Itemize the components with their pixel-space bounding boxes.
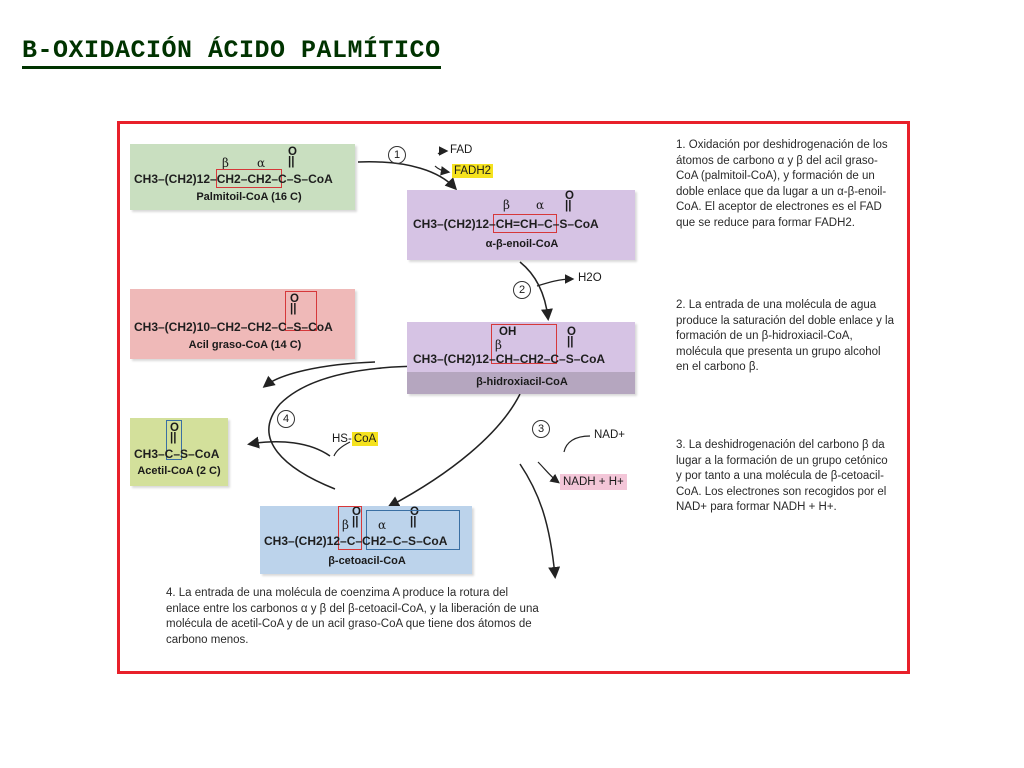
oxygen-label: O bbox=[170, 422, 179, 434]
fadh2-label: FADH2 bbox=[454, 165, 492, 177]
double-bond: || bbox=[170, 432, 177, 444]
arrow-step-3 bbox=[390, 394, 520, 506]
step-4-text: 4. La entrada de una molécula de coenzima A produce la rotura del enlace entre los carbonos α y β del β-cetoacil-CoA, y la liberación de una molécula de acetil-CoA y de un acil graso-CoA que tiene dos átomos de carbono menos. bbox=[166, 587, 539, 646]
oxygen-label: O bbox=[567, 326, 576, 338]
arrow-to-acetil bbox=[250, 442, 330, 456]
fad-label: FAD bbox=[450, 144, 473, 156]
oxygen-label: O bbox=[565, 190, 574, 202]
arrow-step-1 bbox=[358, 162, 455, 188]
palmitoil-name: Palmitoil-CoA (16 C) bbox=[196, 191, 302, 203]
beta-label: β bbox=[342, 518, 349, 532]
alpha-label: α bbox=[378, 518, 387, 532]
arrow-long-cycle bbox=[520, 464, 555, 576]
step-2-marker: 2 bbox=[513, 281, 531, 299]
acetil-formula: CH3–C–S–CoA bbox=[134, 447, 220, 461]
acetil-name: Acetil-CoA (2 C) bbox=[137, 465, 221, 477]
oxygen-label: O bbox=[288, 146, 297, 158]
double-bond: || bbox=[352, 516, 359, 528]
hidroxiacil-coa-box bbox=[407, 322, 635, 394]
nad-label: NAD+ bbox=[594, 429, 625, 441]
arrow-fadh2-branch bbox=[435, 166, 448, 172]
oxygen-label-2: O bbox=[410, 506, 419, 518]
step-3-marker: 3 bbox=[532, 420, 550, 438]
cetoacil-formula: CH3–(CH2)12–C–CH2–C–S–CoA bbox=[264, 534, 448, 548]
oxygen-label: O bbox=[352, 506, 361, 518]
enoil-formula: CH3–(CH2)12–CH=CH–C–S–CoA bbox=[413, 217, 599, 231]
double-bond: || bbox=[565, 200, 572, 212]
arrow-to-acilgraso bbox=[265, 362, 375, 386]
double-bond-2: || bbox=[410, 516, 417, 528]
acilgraso-formula: CH3–(CH2)10–CH2–CH2–C–S–CoA bbox=[134, 320, 333, 334]
cetoacil-coa-box bbox=[260, 506, 472, 574]
beta-label: β bbox=[495, 338, 502, 352]
slide-title: B-OXIDACIÓN ÁCIDO PALMÍTICO bbox=[22, 36, 441, 69]
beta-label: β bbox=[503, 198, 510, 212]
enoil-name: α-β-enoil-CoA bbox=[485, 238, 559, 250]
beta-label: β bbox=[222, 156, 229, 170]
arrow-nadh-branch bbox=[538, 462, 558, 482]
hidroxiacil-formula: CH3–(CH2)12–CH–CH2–C–S–CoA bbox=[413, 352, 606, 366]
step-1-marker: 1 bbox=[388, 146, 406, 164]
diagram-frame bbox=[117, 121, 910, 674]
double-bond: || bbox=[290, 303, 297, 315]
step-2-text: 2. La entrada de una molécula de agua produce la saturación del doble enlace y la formación de un β-hidroxiacil-CoA, molécula que presenta un grupo alcohol en el carbono β. bbox=[676, 299, 895, 373]
arrow-fad-branch bbox=[438, 151, 446, 154]
h2o-label: H2O bbox=[578, 272, 602, 284]
nadh-label: NADH + H+ bbox=[560, 474, 627, 490]
enoil-coa-box bbox=[407, 190, 635, 260]
cetoacil-name: β-cetoacil-CoA bbox=[328, 555, 406, 567]
acetil-coa-box bbox=[130, 418, 228, 486]
step-4-marker: 4 bbox=[277, 410, 295, 428]
arrow-h2o-branch bbox=[537, 279, 572, 286]
arrow-nad-branch bbox=[564, 436, 590, 452]
acilgraso-name: Acil graso-CoA (14 C) bbox=[188, 339, 302, 351]
oh-label: OH bbox=[499, 326, 517, 338]
double-bond: || bbox=[288, 156, 295, 168]
double-bond: || bbox=[567, 336, 574, 348]
step-1-text: 1. Oxidación por deshidrogenación de los átomos de carbono α y β del acil graso-CoA (palmitoil-CoA), y formación de un doble enlace que da lugar a un α-β-enoil-CoA. El aceptor de electrones es el FAD que se reduce para formar FADH2. bbox=[676, 139, 888, 229]
hidroxiacil-name: β-hidroxiacil-CoA bbox=[476, 376, 568, 388]
hs-coa-label: HS- CoA bbox=[332, 433, 377, 445]
palmitoil-formula: CH3–(CH2)12–CH2–CH2–C–S–CoA bbox=[134, 172, 333, 186]
alpha-label: α bbox=[536, 198, 545, 212]
oxygen-label: O bbox=[290, 293, 299, 305]
palmitoil-coa-box bbox=[130, 144, 355, 210]
alpha-label: α bbox=[257, 156, 266, 170]
acil-graso-coa-box bbox=[130, 289, 355, 359]
step-3-text: 3. La deshidrogenación del carbono β da lugar a la formación de un grupo cetónico y por tanto a una molécula de β-cetoacil-CoA. Los electrones son recogidos por el NAD+ para formar NADH + H+. bbox=[676, 439, 888, 513]
